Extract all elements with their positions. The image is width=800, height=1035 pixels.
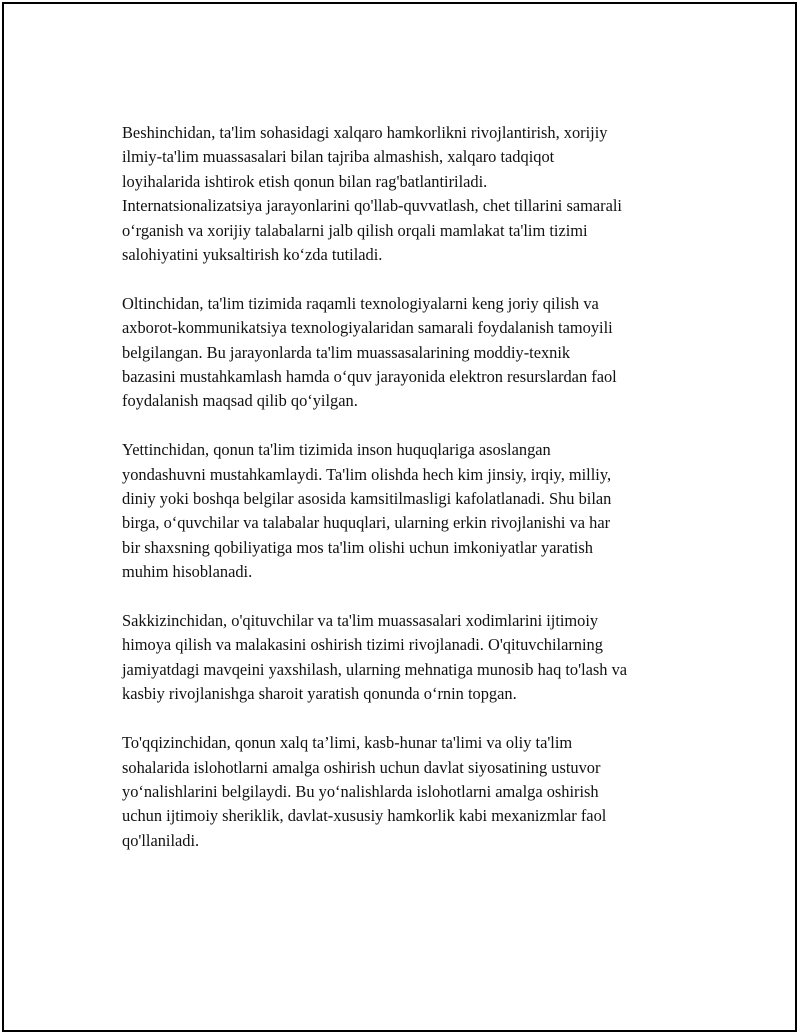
text-line: bir shaxsning qobiliyatiga mos ta'lim olishi uchun imkoniyatlar yaratish	[122, 537, 593, 557]
text-line: qo'llaniladi.	[122, 830, 200, 850]
paragraph-yettinchidan	[122, 438, 722, 584]
text-line: sohalarida islohotlarni amalga oshirish uchun davlat siyosatining ustuvor	[122, 757, 601, 777]
text-line: Beshinchidan, ta'lim sohasidagi xalqaro hamkorlikni rivojlantirish, xorijiy	[122, 123, 608, 142]
text-line: To'qqizinchidan, qonun xalq ta’limi, kasb-hunar ta'limi va oliy ta'lim	[122, 733, 573, 753]
paragraph-oltinchidan	[122, 292, 722, 414]
text-line: o‘rganish va xorijiy talabalarni jalb qilish orqali mamlakat ta'lim tizimi	[122, 220, 588, 240]
text-line: axborot-kommunikatsiya texnologiyalaridan samarali foydalanish tamoyili	[122, 318, 613, 338]
paragraph-sakkizinchidan	[122, 609, 722, 707]
text-line: ilmiy-ta'lim muassasalari bilan tajriba almashish, xalqaro tadqiqot	[122, 147, 555, 167]
text-line: salohiyatini yuksaltirish ko‘zda tutiladi.	[122, 245, 383, 265]
text-line: yondashuvni mustahkamlaydi. Ta'lim olishda hech kim jinsiy, irqiy, milliy,	[122, 464, 612, 484]
text-line: loyihalarida ishtirok etish qonun bilan rag'batlantiriladi.	[122, 171, 488, 191]
text-line: Yettinchidan, qonun ta'lim tizimida inson huquqlariga asoslangan	[122, 440, 551, 460]
text-line: belgilangan. Bu jarayonlarda ta'lim muassasalarining moddiy-texnik	[122, 342, 571, 362]
text-line: himoya qilish va malakasini oshirish tizimi rivojlanadi. O'qituvchilarning	[122, 635, 603, 655]
text-line: kasbiy rivojlanishga sharoit yaratish qonunda o‘rnin topgan.	[122, 684, 517, 704]
page-frame	[2, 2, 797, 1032]
document-body	[122, 121, 722, 878]
text-line: yo‘nalishlarini belgilaydi. Bu yo‘nalishlarda islohotlarni amalga oshirish	[122, 781, 599, 801]
text-line: uchun ijtimoiy sheriklik, davlat-xususiy hamkorlik kabi mexanizmlar faol	[122, 806, 607, 826]
text-line: diniy yoki boshqa belgilar asosida kamsitilmasligi kafolatlanadi. Shu bilan	[122, 489, 612, 509]
text-line: muhim hisoblanadi.	[122, 562, 253, 582]
paragraph-toqqizinchidan	[122, 731, 722, 853]
text-line: Sakkizinchidan, o'qituvchilar va ta'lim muassasalari xodimlarini ijtimoiy	[122, 611, 599, 631]
text-line: birga, o‘quvchilar va talabalar huquqlari, ularning erkin rivojlanishi va har	[122, 513, 611, 533]
text-line: jamiyatdagi mavqeini yaxshilash, ularning mehnatiga munosib haq to'lash va	[122, 659, 628, 679]
text-line: Internatsionalizatsiya jarayonlarini qo'llab-quvvatlash, chet tillarini samarali	[122, 196, 622, 216]
paragraph-beshinchidan	[122, 121, 722, 267]
text-line: foydalanish maqsad qilib qo‘yilgan.	[122, 391, 358, 411]
text-line: Oltinchidan, ta'lim tizimida raqamli texnologiyalarni keng joriy qilish va	[122, 293, 599, 313]
text-line: bazasini mustahkamlash hamda o‘quv jarayonida elektron resurslardan faol	[122, 367, 617, 387]
